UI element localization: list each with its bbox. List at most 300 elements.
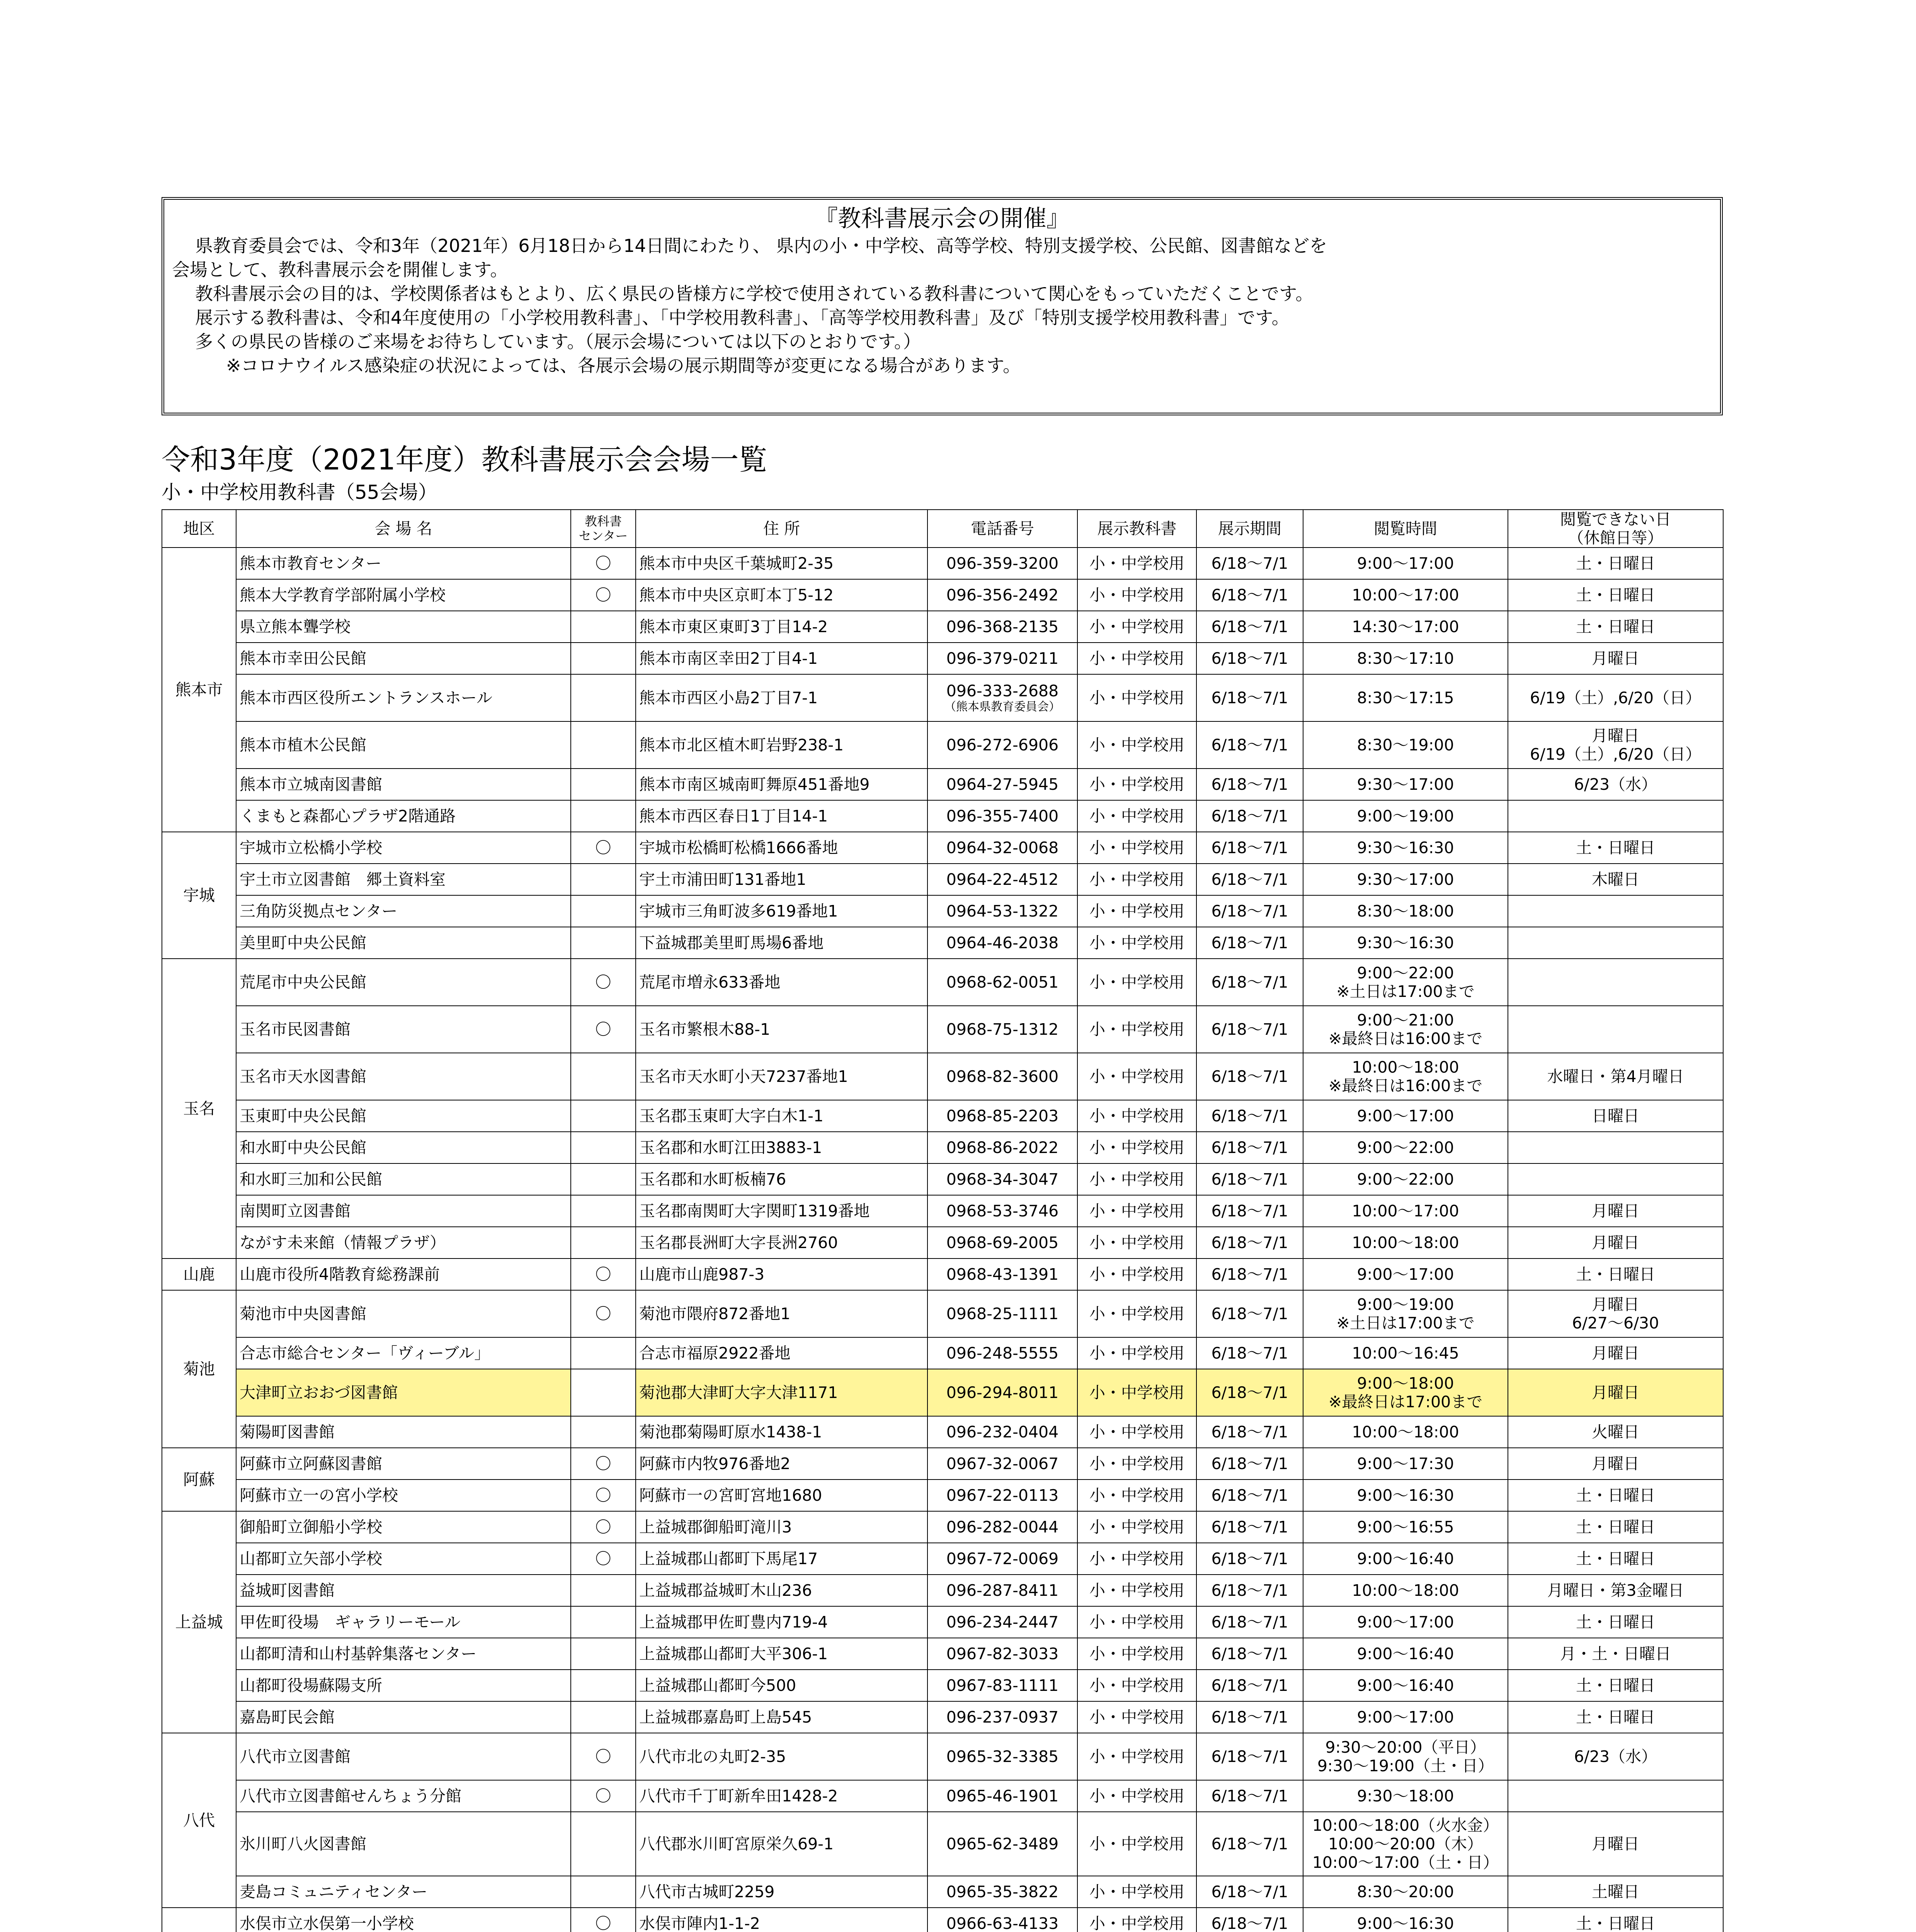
phone-number: 096-234-2447 [946, 1613, 1059, 1631]
venue-address: 熊本市西区小島2丁目7-1 [636, 674, 927, 721]
closed-line1: 土・日曜日 [1576, 1613, 1655, 1631]
venue-phone [927, 1259, 1077, 1290]
table-row [162, 769, 1723, 800]
textbook-type: 小・中学校用 [1077, 1908, 1196, 1932]
closed-line1: 土曜日 [1592, 1883, 1639, 1901]
venue-name: 玉名市天水図書館 [236, 1053, 571, 1100]
textbook-center-mark [571, 927, 636, 959]
venue-address: 菊池郡菊陽町原水1438-1 [636, 1416, 927, 1448]
viewing-hours [1303, 1670, 1508, 1701]
viewing-hours [1303, 1227, 1508, 1259]
area-cell: 宇城 [162, 832, 236, 959]
closed-days [1508, 1195, 1723, 1227]
textbook-type: 小・中学校用 [1077, 1638, 1196, 1670]
venue-address: 菊池郡大津町大字大津1171 [636, 1369, 927, 1416]
table-row [162, 1670, 1723, 1701]
viewing-hours [1303, 1638, 1508, 1670]
hours-line1: 10:00～17:00 [1352, 586, 1459, 604]
viewing-hours [1303, 1259, 1508, 1290]
closed-line1: 土・日曜日 [1576, 1676, 1655, 1695]
closed-line1: 日曜日 [1592, 1107, 1639, 1125]
hours-line2: 9:30～19:00（土・日） [1317, 1757, 1494, 1775]
textbook-type: 小・中学校用 [1077, 1448, 1196, 1480]
hours-line1: 9:00～16:40 [1357, 1549, 1454, 1568]
textbook-center-mark [571, 1132, 636, 1163]
venue-phone [927, 1416, 1077, 1448]
venue-phone [927, 643, 1077, 674]
textbook-center-mark [571, 1876, 636, 1908]
textbook-center-mark: 〇 [571, 548, 636, 579]
textbook-type: 小・中学校用 [1077, 548, 1196, 579]
phone-number: 0965-46-1901 [946, 1787, 1059, 1805]
closed-days [1508, 959, 1723, 1006]
venue-address: 玉名郡南関町大字関町1319番地 [636, 1195, 927, 1227]
viewing-hours [1303, 721, 1508, 769]
venue-address: 阿蘇市内牧976番地2 [636, 1448, 927, 1480]
hours-line2: ※最終日は16:00まで [1328, 1077, 1483, 1095]
textbook-center-mark: 〇 [571, 1290, 636, 1337]
phone-number: 096-356-2492 [946, 586, 1059, 604]
exhibit-period: 6/18～7/1 [1196, 1259, 1303, 1290]
viewing-hours [1303, 1701, 1508, 1733]
venue-phone [927, 1543, 1077, 1575]
exhibit-period: 6/18～7/1 [1196, 643, 1303, 674]
venue-name: 合志市総合センター「ヴィーブル」 [236, 1337, 571, 1369]
exhibit-period: 6/18～7/1 [1196, 579, 1303, 611]
venue-name: 熊本市教育センター [236, 548, 571, 579]
venue-phone [927, 1606, 1077, 1638]
textbook-type: 小・中学校用 [1077, 1480, 1196, 1511]
closed-line1: 土・日曜日 [1576, 617, 1655, 636]
textbook-center-mark [571, 1369, 636, 1416]
closed-line2: 6/27～6/30 [1572, 1314, 1659, 1332]
notice-line: 会場として、教科書展示会を開催します。 [172, 259, 508, 280]
viewing-hours [1303, 1369, 1508, 1416]
venue-phone [927, 1369, 1077, 1416]
phone-number: 0967-82-3033 [946, 1645, 1059, 1663]
closed-line1: 土・日曜日 [1576, 1518, 1655, 1536]
exhibit-period: 6/18～7/1 [1196, 927, 1303, 959]
venue-name: 八代市立図書館 [236, 1733, 571, 1780]
venue-address: 合志市福原2922番地 [636, 1337, 927, 1369]
venue-address: 上益城郡山都町下馬尾17 [636, 1543, 927, 1575]
hours-line1: 9:00～16:40 [1357, 1676, 1454, 1695]
venue-phone [927, 1053, 1077, 1100]
textbook-center-mark: 〇 [571, 1259, 636, 1290]
closed-line1: 土・日曜日 [1576, 586, 1655, 604]
area-cell: 上益城 [162, 1511, 236, 1733]
closed-days [1508, 769, 1723, 800]
textbook-center-mark [571, 643, 636, 674]
textbook-type: 小・中学校用 [1077, 1195, 1196, 1227]
table-row [162, 1812, 1723, 1876]
hours-line1: 9:00～19:00 [1357, 1295, 1454, 1314]
exhibit-period: 6/18～7/1 [1196, 721, 1303, 769]
textbook-type: 小・中学校用 [1077, 1006, 1196, 1053]
textbook-center-mark: 〇 [571, 579, 636, 611]
closed-days [1508, 1780, 1723, 1812]
closed-days [1508, 1100, 1723, 1132]
closed-days [1508, 1908, 1723, 1932]
viewing-hours [1303, 1132, 1508, 1163]
exhibit-period: 6/18～7/1 [1196, 769, 1303, 800]
viewing-hours [1303, 1733, 1508, 1780]
venue-name: ながす未来館（情報プラザ） [236, 1227, 571, 1259]
closed-line1: 月曜日 [1592, 726, 1639, 745]
venue-phone [927, 1638, 1077, 1670]
textbook-center-mark [571, 1812, 636, 1876]
closed-line1: 月曜日 [1592, 1295, 1639, 1314]
textbook-center-mark [571, 674, 636, 721]
textbook-center-mark [571, 1575, 636, 1606]
hours-line1: 9:00～19:00 [1357, 807, 1454, 825]
textbook-center-mark: 〇 [571, 1480, 636, 1511]
header-closed-line1: 閲覧できない日 [1560, 510, 1671, 529]
venue-phone [927, 674, 1077, 721]
venue-phone [927, 721, 1077, 769]
closed-line2: 6/19（土）,6/20（日） [1530, 745, 1702, 764]
hours-line1: 8:30～19:00 [1357, 736, 1454, 754]
exhibit-period: 6/18～7/1 [1196, 959, 1303, 1006]
textbook-type: 小・中学校用 [1077, 1259, 1196, 1290]
venue-name: 益城町図書館 [236, 1575, 571, 1606]
closed-line1: 土・日曜日 [1576, 1549, 1655, 1568]
textbook-type: 小・中学校用 [1077, 1780, 1196, 1812]
hours-line1: 9:00～16:30 [1357, 1914, 1454, 1932]
table-row [162, 895, 1723, 927]
hours-line1: 8:30～17:15 [1357, 689, 1454, 707]
exhibit-period: 6/18～7/1 [1196, 1480, 1303, 1511]
viewing-hours [1303, 800, 1508, 832]
table-row [162, 1733, 1723, 1780]
hours-line1: 9:30～16:30 [1357, 934, 1454, 952]
viewing-hours [1303, 1100, 1508, 1132]
textbook-center-mark [571, 1227, 636, 1259]
venue-phone [927, 1701, 1077, 1733]
textbook-center-mark [571, 1416, 636, 1448]
phone-number: 0965-35-3822 [946, 1883, 1059, 1901]
textbook-center-mark: 〇 [571, 959, 636, 1006]
closed-days [1508, 1369, 1723, 1416]
table-row [162, 1132, 1723, 1163]
textbook-center-mark: 〇 [571, 1006, 636, 1053]
phone-number: 096-272-6906 [946, 736, 1059, 754]
table-row [162, 864, 1723, 895]
table-row [162, 1543, 1723, 1575]
table-row [162, 1876, 1723, 1908]
textbook-type: 小・中学校用 [1077, 721, 1196, 769]
hours-line1: 10:00～16:45 [1352, 1344, 1459, 1362]
viewing-hours [1303, 1163, 1508, 1195]
phone-number: 0965-32-3385 [946, 1747, 1059, 1766]
textbook-center-mark: 〇 [571, 1780, 636, 1812]
textbook-type: 小・中学校用 [1077, 800, 1196, 832]
exhibit-period: 6/18～7/1 [1196, 1908, 1303, 1932]
venue-address: 下益城郡美里町馬場6番地 [636, 927, 927, 959]
viewing-hours [1303, 674, 1508, 721]
venue-phone [927, 1100, 1077, 1132]
textbook-center-mark [571, 800, 636, 832]
hours-line1: 9:00～17:00 [1357, 1107, 1454, 1125]
closed-days [1508, 1480, 1723, 1511]
viewing-hours [1303, 1606, 1508, 1638]
phone-number: 0968-34-3047 [946, 1170, 1059, 1189]
venue-phone [927, 1163, 1077, 1195]
exhibit-period: 6/18～7/1 [1196, 1575, 1303, 1606]
closed-line1: 6/19（土）,6/20（日） [1530, 689, 1702, 707]
venue-name: 麦島コミュニティセンター [236, 1876, 571, 1908]
venue-address: 玉名郡長洲町大字長洲2760 [636, 1227, 927, 1259]
header-address: 住 所 [636, 510, 927, 548]
closed-days [1508, 927, 1723, 959]
closed-days [1508, 1812, 1723, 1876]
textbook-center-mark [571, 864, 636, 895]
notice-line: 展示する教科書は、令和4年度使用の「小学校用教科書」、「中学校用教科書」、「高等学校用教科書」及び「特別支援学校用教科書」です。 [195, 307, 1290, 328]
header-phone: 電話番号 [927, 510, 1077, 548]
header-venue: 会 場 名 [236, 510, 571, 548]
textbook-center-mark [571, 1195, 636, 1227]
venue-address: 熊本市西区春日1丁目14-1 [636, 800, 927, 832]
table-row [162, 1511, 1723, 1543]
closed-days [1508, 1416, 1723, 1448]
closed-line1: 土・日曜日 [1576, 554, 1655, 573]
closed-line1: 土・日曜日 [1576, 1914, 1655, 1932]
hours-line1: 9:00～16:55 [1357, 1518, 1454, 1536]
closed-days [1508, 1006, 1723, 1053]
venue-address: 熊本市北区植木町岩野238-1 [636, 721, 927, 769]
viewing-hours [1303, 611, 1508, 643]
textbook-type: 小・中学校用 [1077, 769, 1196, 800]
phone-number: 096-237-0937 [946, 1708, 1059, 1726]
venue-table [162, 509, 1724, 1932]
venue-phone [927, 800, 1077, 832]
exhibit-period: 6/18～7/1 [1196, 1670, 1303, 1701]
venue-phone [927, 1227, 1077, 1259]
exhibit-period: 6/18～7/1 [1196, 864, 1303, 895]
table-row [162, 1638, 1723, 1670]
textbook-type: 小・中学校用 [1077, 832, 1196, 864]
exhibit-period: 6/18～7/1 [1196, 1100, 1303, 1132]
closed-days [1508, 1337, 1723, 1369]
phone-number: 096-368-2135 [946, 617, 1059, 636]
textbook-center-mark [571, 1053, 636, 1100]
textbook-type: 小・中学校用 [1077, 1227, 1196, 1259]
phone-number: 0968-85-2203 [946, 1107, 1059, 1125]
venue-name: 山都町立矢部小学校 [236, 1543, 571, 1575]
header-closed [1508, 510, 1723, 548]
venue-name: 阿蘇市立一の宮小学校 [236, 1480, 571, 1511]
closed-days [1508, 1511, 1723, 1543]
exhibit-period: 6/18～7/1 [1196, 1195, 1303, 1227]
closed-line1: 土・日曜日 [1576, 838, 1655, 857]
phone-number: 0967-22-0113 [946, 1486, 1059, 1505]
viewing-hours [1303, 1448, 1508, 1480]
venue-name: 甲佐町役場 ギャラリーモール [236, 1606, 571, 1638]
textbook-center-mark: 〇 [571, 1908, 636, 1932]
closed-days [1508, 1733, 1723, 1780]
phone-number: 096-282-0044 [946, 1518, 1059, 1536]
viewing-hours [1303, 1480, 1508, 1511]
venue-name: 熊本市幸田公民館 [236, 643, 571, 674]
venue-address: 玉名郡和水町板楠76 [636, 1163, 927, 1195]
area-cell: 玉名 [162, 959, 236, 1259]
closed-line1: 土・日曜日 [1576, 1265, 1655, 1284]
hours-line2: ※最終日は16:00まで [1328, 1029, 1483, 1048]
viewing-hours [1303, 1511, 1508, 1543]
exhibit-period: 6/18～7/1 [1196, 832, 1303, 864]
textbook-center-mark [571, 1638, 636, 1670]
phone-number: 0968-62-0051 [946, 973, 1059, 992]
phone-number: 0967-83-1111 [946, 1676, 1059, 1695]
textbook-type: 小・中学校用 [1077, 1876, 1196, 1908]
closed-days [1508, 1543, 1723, 1575]
phone-number: 0968-69-2005 [946, 1233, 1059, 1252]
phone-number: 096-248-5555 [946, 1344, 1059, 1362]
viewing-hours [1303, 1195, 1508, 1227]
notice-line: 教科書展示会の目的は、学校関係者はもとより、広く県民の皆様方に学校で使用されている教科書について関心をもっていただくことです。 [195, 283, 1314, 304]
viewing-hours [1303, 579, 1508, 611]
hours-line1: 10:00～18:00 [1352, 1233, 1459, 1252]
venue-phone [927, 959, 1077, 1006]
hours-line1: 9:00～16:30 [1357, 1486, 1454, 1505]
textbook-center-mark [571, 895, 636, 927]
exhibit-period: 6/18～7/1 [1196, 1733, 1303, 1780]
venue-name: 三角防災拠点センター [236, 895, 571, 927]
closed-line1: 土・日曜日 [1576, 1486, 1655, 1505]
closed-line1: 月・土・日曜日 [1560, 1645, 1671, 1663]
closed-days [1508, 643, 1723, 674]
table-row [162, 1908, 1723, 1932]
hours-line1: 9:00～22:00 [1357, 1170, 1454, 1189]
venue-name: 宇土市立図書館 郷土資料室 [236, 864, 571, 895]
notice-line: 多くの県民の皆様のご来場をお待ちしています。（展示会場については以下のとおりです。） [195, 331, 921, 352]
venue-phone [927, 769, 1077, 800]
textbook-type: 小・中学校用 [1077, 674, 1196, 721]
venue-address: 玉名郡玉東町大字白木1-1 [636, 1100, 927, 1132]
exhibit-period: 6/18～7/1 [1196, 1416, 1303, 1448]
table-row [162, 1448, 1723, 1480]
venue-name: 熊本市西区役所エントランスホール [236, 674, 571, 721]
phone-number: 0968-53-3746 [946, 1202, 1059, 1220]
venue-name: くまもと森都心プラザ2階通路 [236, 800, 571, 832]
textbook-center-mark [571, 1670, 636, 1701]
textbook-type: 小・中学校用 [1077, 1337, 1196, 1369]
area-cell [162, 1908, 236, 1932]
phone-number: 0968-43-1391 [946, 1265, 1059, 1284]
viewing-hours [1303, 927, 1508, 959]
venue-address: 玉名市繁根木88-1 [636, 1006, 927, 1053]
header-center-line1: 教科書 [584, 514, 622, 529]
textbook-type: 小・中学校用 [1077, 895, 1196, 927]
table-row [162, 832, 1723, 864]
textbook-type: 小・中学校用 [1077, 1369, 1196, 1416]
textbook-type: 小・中学校用 [1077, 1575, 1196, 1606]
venue-name: 山都町役場蘇陽支所 [236, 1670, 571, 1701]
table-row [162, 1290, 1723, 1337]
exhibit-period: 6/18～7/1 [1196, 1543, 1303, 1575]
hours-line1: 10:00～17:00 [1352, 1202, 1459, 1220]
textbook-type: 小・中学校用 [1077, 864, 1196, 895]
phone-number: 0966-63-4133 [946, 1914, 1059, 1932]
exhibit-period: 6/18～7/1 [1196, 1701, 1303, 1733]
venue-address: 上益城郡益城町木山236 [636, 1575, 927, 1606]
hours-line1: 9:00～18:00 [1357, 1374, 1454, 1393]
venue-address: 玉名市天水町小天7237番地1 [636, 1053, 927, 1100]
phone-number: 0967-72-0069 [946, 1549, 1059, 1568]
venue-phone [927, 579, 1077, 611]
closed-line1: 水曜日・第4月曜日 [1547, 1067, 1684, 1086]
textbook-type: 小・中学校用 [1077, 611, 1196, 643]
venue-name: 玉東町中央公民館 [236, 1100, 571, 1132]
table-row [162, 1227, 1723, 1259]
hours-line1: 10:00～18:00 [1352, 1581, 1459, 1600]
venue-phone [927, 1337, 1077, 1369]
phone-number: 096-355-7400 [946, 807, 1059, 825]
closed-line1: 月曜日 [1592, 1383, 1639, 1402]
exhibit-period: 6/18～7/1 [1196, 1812, 1303, 1876]
venue-name: 熊本市植木公民館 [236, 721, 571, 769]
venue-name: 御船町立御船小学校 [236, 1511, 571, 1543]
venue-address: 熊本市中央区千葉城町2-35 [636, 548, 927, 579]
header-center-line2: センター [579, 529, 628, 543]
venue-address: 水俣市陣内1-1-2 [636, 1908, 927, 1932]
table-row [162, 721, 1723, 769]
exhibit-period: 6/18～7/1 [1196, 1290, 1303, 1337]
closed-line1: 月曜日 [1592, 1835, 1639, 1853]
hours-line1: 8:30～18:00 [1357, 902, 1454, 920]
section-subtitle: 小・中学校用教科書（55会場） [162, 481, 437, 503]
venue-name: 菊池市中央図書館 [236, 1290, 571, 1337]
venue-phone [927, 1006, 1077, 1053]
venue-phone [927, 1780, 1077, 1812]
closed-line1: 月曜日 [1592, 1454, 1639, 1473]
closed-line1: 月曜日 [1592, 649, 1639, 668]
notice-line: ※コロナウイルス感染症の状況によっては、各展示会場の展示期間等が変更になる場合があります。 [226, 355, 1021, 376]
venue-name: 県立熊本聾学校 [236, 611, 571, 643]
venue-phone [927, 1290, 1077, 1337]
table-row [162, 1100, 1723, 1132]
venue-address: 宇土市浦田町131番地1 [636, 864, 927, 895]
textbook-type: 小・中学校用 [1077, 1100, 1196, 1132]
viewing-hours [1303, 832, 1508, 864]
textbook-type: 小・中学校用 [1077, 579, 1196, 611]
exhibit-period: 6/18～7/1 [1196, 674, 1303, 721]
exhibit-period: 6/18～7/1 [1196, 895, 1303, 927]
viewing-hours [1303, 959, 1508, 1006]
phone-number: 096-333-2688 [946, 682, 1059, 700]
venue-name: 氷川町八火図書館 [236, 1812, 571, 1876]
closed-days [1508, 1259, 1723, 1290]
textbook-center-mark [571, 1337, 636, 1369]
viewing-hours [1303, 1543, 1508, 1575]
table-row [162, 611, 1723, 643]
hours-line1: 9:30～17:00 [1357, 870, 1454, 889]
table-row [162, 1259, 1723, 1290]
venue-phone [927, 1448, 1077, 1480]
venue-name: 和水町三加和公民館 [236, 1163, 571, 1195]
table-row [162, 959, 1723, 1006]
phone-number: 0964-46-2038 [946, 934, 1059, 952]
table-row [162, 1701, 1723, 1733]
table-row [162, 1053, 1723, 1100]
venue-table-body [162, 548, 1723, 1932]
table-row [162, 1575, 1723, 1606]
venue-phone [927, 895, 1077, 927]
closed-line1: 月曜日・第3金曜日 [1547, 1581, 1684, 1600]
exhibit-period: 6/18～7/1 [1196, 1369, 1303, 1416]
phone-note: （熊本県教育委員会） [944, 700, 1060, 714]
exhibit-period: 6/18～7/1 [1196, 1227, 1303, 1259]
